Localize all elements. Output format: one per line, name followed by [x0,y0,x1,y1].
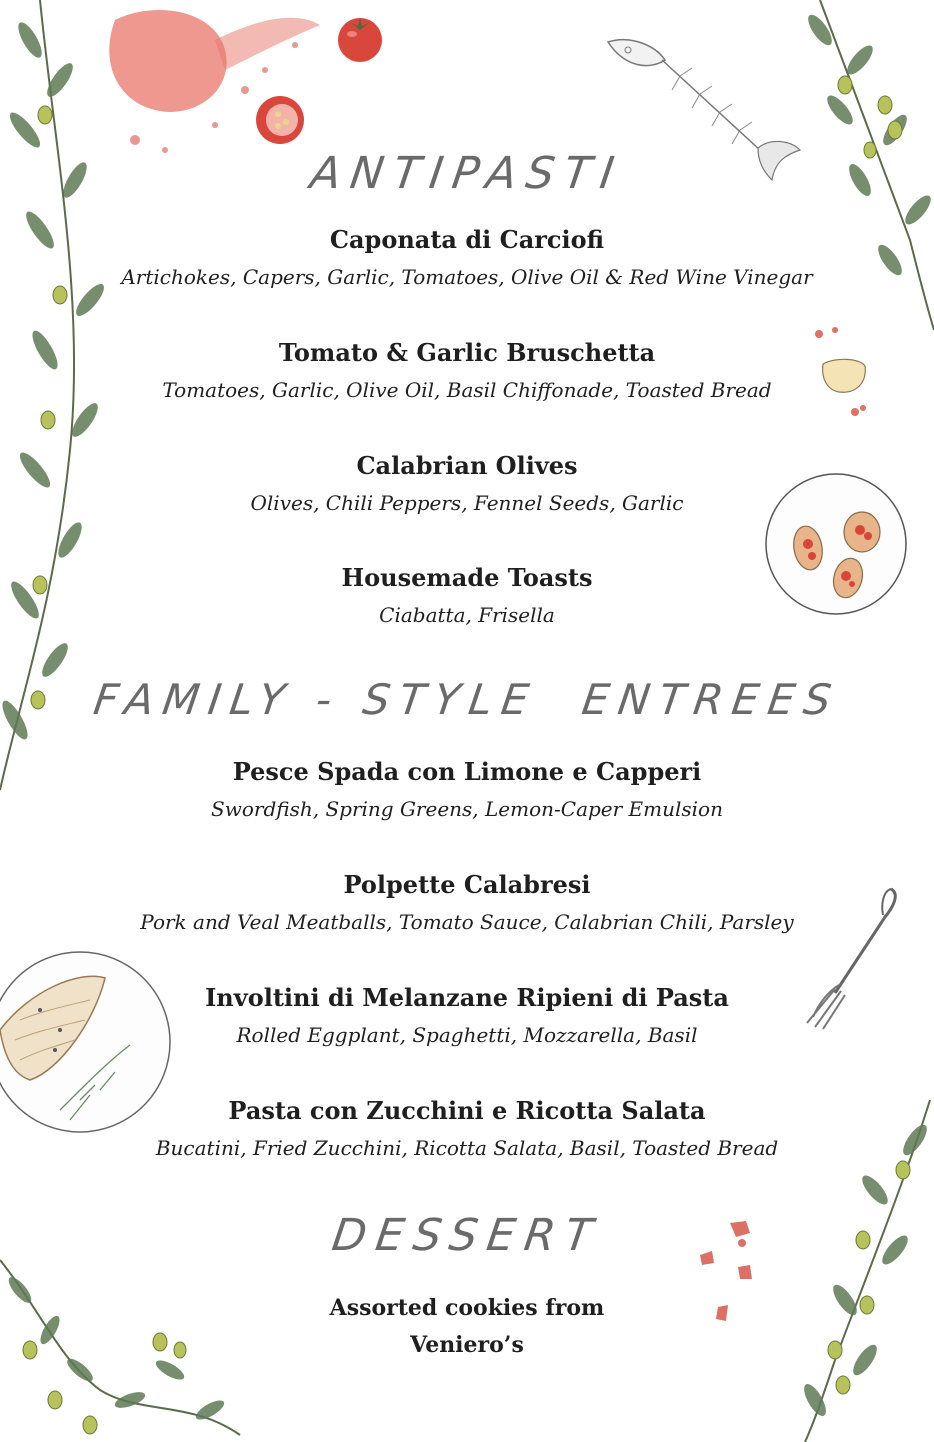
menu-item-name: Involtini di Melanzane Ripieni di Pasta [205,983,729,1012]
antipasti-heading: ANTIPASTI [307,148,627,199]
dessert-line-2: Veniero’s [410,1332,524,1358]
menu-item [0,983,934,1050]
tomato-slice-illustration [252,92,308,148]
menu-item-name: Pasta con Zucchini e Ricotta Salata [228,1096,706,1125]
menu-item-description: Ciabatta, Frisella [379,603,555,627]
menu-item [0,870,934,937]
menu-item [0,757,934,824]
entrees-heading: FAMILY - STYLE ENTREES [90,675,844,724]
menu-item-name: Tomato & Garlic Bruschetta [278,338,656,367]
dessert-heading: DESSERT [328,1210,606,1261]
menu-item [0,451,934,518]
menu-item [0,338,934,405]
dessert-description [0,1290,934,1364]
menu-item-name: Caponata di Carciofi [329,225,605,254]
menu-item-description: Swordfish, Spring Greens, Lemon-Caper Emulsion [211,797,723,821]
menu-item [0,225,934,292]
menu-item [0,1096,934,1163]
menu-item-name: Calabrian Olives [356,451,578,480]
menu-item-description: Tomatoes, Garlic, Olive Oil, Basil Chiffonade, Toasted Bread [162,378,772,402]
menu-item-name: Polpette Calabresi [343,870,591,899]
menu-item-name: Pesce Spada con Limone e Capperi [232,757,702,786]
tomato-illustration [332,10,388,66]
dessert-line-1: Assorted cookies from [329,1295,605,1321]
menu-item-description: Pork and Veal Meatballs, Tomato Sauce, Calabrian Chili, Parsley [140,910,794,934]
menu-item-description: Olives, Chili Peppers, Fennel Seeds, Garlic [250,491,684,515]
menu-item-description: Rolled Eggplant, Spaghetti, Mozzarella, Basil [236,1023,698,1047]
menu-item-description: Artichokes, Capers, Garlic, Tomatoes, Olive Oil & Red Wine Vinegar [121,265,813,289]
menu-item-name: Housemade Toasts [341,563,593,592]
menu-item [0,563,934,630]
menu-item-description: Bucatini, Fried Zucchini, Ricotta Salata, Basil, Toasted Bread [155,1136,779,1160]
